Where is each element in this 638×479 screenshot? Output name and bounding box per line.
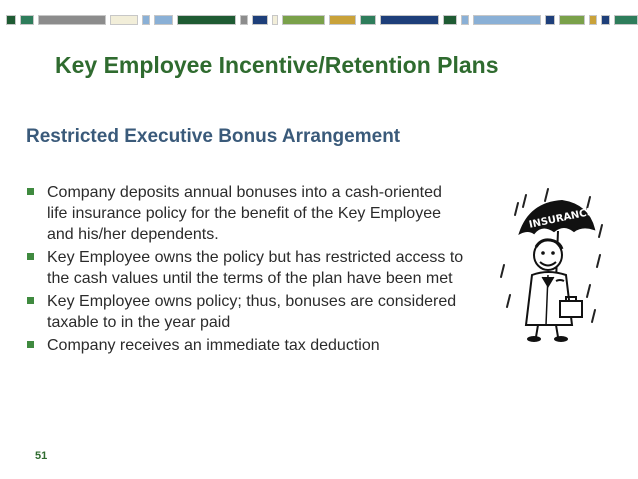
- insurance-umbrella-cartoon: [490, 185, 610, 345]
- slide-title: Key Employee Incentive/Retention Plans: [55, 52, 499, 78]
- slide-subtitle: Restricted Executive Bonus Arrangement: [26, 126, 401, 147]
- page-number: 51: [35, 450, 48, 462]
- bar-block: [601, 15, 611, 25]
- bullet-text: Key Employee owns policy; thus, bonuses are considered taxable to in the year paid: [47, 293, 457, 331]
- bar-block: [329, 15, 357, 25]
- bar-block: [272, 15, 278, 25]
- bullet-list: [26, 182, 466, 358]
- bar-block: [110, 15, 138, 25]
- bar-block: [380, 15, 439, 25]
- bar-block: [38, 15, 107, 25]
- bar-block: [20, 15, 34, 25]
- bar-block: [360, 15, 376, 25]
- bullet-text: Company deposits annual bonuses into a cash-oriented life insurance policy for the benefit of the Key Employee and his/her dependents.: [47, 184, 442, 243]
- decorative-color-bar: [0, 15, 638, 25]
- bar-block: [473, 15, 542, 25]
- bar-block: [154, 15, 174, 25]
- bar-block: [461, 15, 469, 25]
- bar-block: [142, 15, 150, 25]
- square-bullet-icon: [27, 341, 34, 348]
- bullet-text: Company receives an immediate tax deduction: [47, 337, 380, 354]
- bullet-item: [26, 182, 466, 245]
- bullet-item: [26, 335, 466, 356]
- umbrella-label: INSURANCE: [528, 206, 595, 231]
- bar-block: [614, 15, 638, 25]
- square-bullet-icon: [27, 188, 34, 195]
- bar-block: [252, 15, 268, 25]
- bar-block: [589, 15, 597, 25]
- bar-block: [282, 15, 325, 25]
- bullet-text: Key Employee owns the policy but has restricted access to the cash values until the terms of the plan have been met: [47, 249, 464, 287]
- bar-block: [6, 15, 16, 25]
- bar-block: [545, 15, 555, 25]
- umbrella-man-icon: [490, 185, 610, 345]
- bullet-item: [26, 291, 466, 333]
- bar-block: [177, 15, 236, 25]
- bar-block: [240, 15, 248, 25]
- square-bullet-icon: [27, 297, 34, 304]
- square-bullet-icon: [27, 253, 34, 260]
- bar-block: [559, 15, 585, 25]
- bullet-item: [26, 247, 466, 289]
- bar-block: [443, 15, 457, 25]
